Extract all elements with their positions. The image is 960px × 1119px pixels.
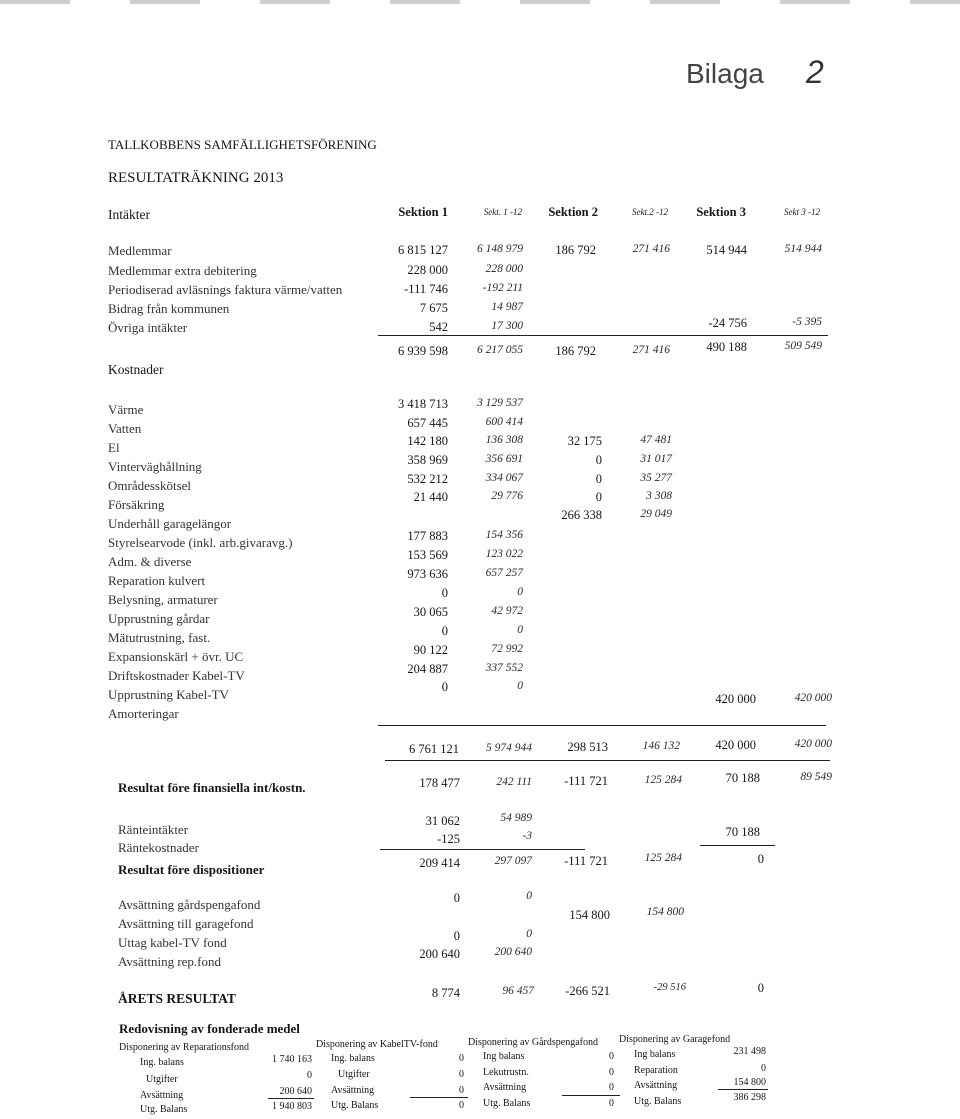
- cost-row-label: Driftskostnader Kabel-TV: [108, 668, 245, 683]
- fund-row-label: Avsättning: [140, 1090, 184, 1101]
- fund-row-value: 0: [307, 1070, 312, 1081]
- income-total-s1: 6 939 598: [398, 344, 448, 358]
- cost-total-s2-prev: 146 132: [642, 740, 680, 752]
- income-value-s1-prev: -192 211: [482, 282, 523, 294]
- income-row-label: Medlemmar extra debitering: [108, 263, 257, 278]
- interest-s3: 70 188: [725, 825, 760, 839]
- cost-row-label: Upprustning gårdar: [108, 611, 210, 626]
- fund-row-value: 0: [609, 1082, 614, 1093]
- cost-total-s2: 298 513: [567, 740, 608, 754]
- cost-row-label: Vinterväghållning: [108, 459, 202, 474]
- cost-value-s1-prev: 136 308: [485, 434, 523, 446]
- income-total-s3-prev: 509 549: [784, 340, 822, 352]
- col-header-sektion-1: Sektion 1: [398, 205, 448, 219]
- cost-value-s1: 153 569: [407, 548, 448, 562]
- fund-row-label: Utgifter: [338, 1069, 370, 1080]
- disposition-s1-prev: 200 640: [494, 946, 532, 958]
- income-value-s1: 7 675: [419, 301, 448, 315]
- cost-value-s1: 973 636: [407, 567, 448, 581]
- income-value-s1: 228 000: [407, 263, 448, 277]
- cost-value-s1-prev: 600 414: [485, 416, 523, 428]
- interest-cost-s1-prev: -3: [522, 830, 532, 842]
- fund-rule: [410, 1097, 468, 1098]
- cost-value-s1-prev: 0: [517, 624, 523, 636]
- year-result-s2: -266 521: [565, 984, 610, 998]
- income-value-s1-prev: 14 987: [491, 301, 523, 313]
- cost-value-s2-prev: 31 017: [640, 453, 672, 465]
- interest-income-label: Ränteintäkter: [118, 822, 189, 837]
- result-before-dispositions-s2: -111 721: [564, 854, 608, 868]
- cost-value-s1: 3 418 713: [398, 397, 448, 411]
- cost-value-s1: 0: [441, 586, 448, 600]
- interest-cost-label: Räntekostnader: [118, 840, 199, 855]
- cost-value-s1: 0: [441, 624, 448, 638]
- result-before-financial-s3: 70 188: [725, 771, 760, 785]
- disposition-s1: 0: [453, 929, 460, 943]
- fund-block-title: Disponering av Reparationsfond: [119, 1042, 249, 1053]
- cost-total-s1: 6 761 121: [409, 742, 459, 756]
- cost-value-s1-prev: 42 972: [491, 605, 523, 617]
- result-before-dispositions-label: Resultat före dispositioner: [118, 862, 265, 877]
- cost-value-s2-prev: 35 277: [640, 472, 672, 484]
- cost-value-s2: 32 175: [567, 434, 602, 448]
- cost-value-s1-prev: 337 552: [485, 662, 523, 674]
- disposition-label: Uttag kabel-TV fond: [118, 935, 227, 950]
- income-total-s2-prev: 271 416: [632, 344, 670, 356]
- interest-income-s1-prev: 54 989: [500, 812, 532, 824]
- income-value-s1: 6 815 127: [398, 243, 448, 257]
- cost-row-label: Mätutrustning, fast.: [108, 630, 211, 645]
- income-row-label: Periodiserad avläsnings faktura värme/vatten: [108, 282, 343, 297]
- cost-value-s2: 266 338: [561, 508, 602, 522]
- income-heading: Intäkter: [108, 207, 150, 222]
- cost-value-s1: 90 122: [413, 643, 448, 657]
- result-before-financial-s3-prev: 89 549: [800, 771, 832, 783]
- cost-value-s1: 204 887: [407, 662, 448, 676]
- cost-row-label: Upprustning Kabel-TV: [108, 687, 229, 702]
- cost-value-s1: 657 445: [407, 416, 448, 430]
- cost-value-s1: 0: [441, 680, 448, 694]
- income-total-s2: 186 792: [555, 344, 596, 358]
- result-before-financial-s2-prev: 125 284: [644, 774, 682, 786]
- fund-row-label: Ing. balans: [140, 1057, 184, 1068]
- cost-value-s3: 420 000: [715, 692, 756, 706]
- income-value-s3-prev: 514 944: [784, 243, 822, 255]
- cost-value-s1-prev: 3 129 537: [477, 397, 523, 409]
- cost-row-label: Reparation kulvert: [108, 573, 206, 588]
- cost-value-s1-prev: 334 067: [485, 472, 523, 484]
- disposition-s1: 200 640: [419, 947, 460, 961]
- fund-row-value: 386 298: [733, 1092, 766, 1103]
- fund-block-title: Disponering av KabelTV-fond: [316, 1039, 438, 1050]
- cost-value-s1: 177 883: [407, 529, 448, 543]
- fund-block-title: Disponering av Garagefond: [619, 1034, 731, 1045]
- fund-row-value: 1 740 163: [272, 1054, 312, 1065]
- cost-value-s2: 0: [595, 453, 602, 467]
- cost-row-label: Adm. & diverse: [108, 554, 192, 569]
- cost-value-s1: 142 180: [407, 434, 448, 448]
- income-total-s1-prev: 6 217 055: [477, 344, 523, 356]
- appendix-stamp-label: Bilaga: [686, 58, 764, 89]
- cost-value-s3-prev: 420 000: [794, 692, 832, 704]
- fund-row-value: 231 498: [733, 1046, 766, 1057]
- cost-value-s1-prev: 154 356: [485, 529, 523, 541]
- fund-rule: [718, 1089, 768, 1090]
- fund-row-label: Utg. Balans: [483, 1098, 531, 1109]
- disposition-s1: 0: [453, 891, 460, 905]
- income-value-s3-prev: -5 395: [792, 316, 822, 328]
- income-value-s1-prev: 228 000: [485, 263, 523, 275]
- fund-row-label: Utg. Balans: [331, 1100, 379, 1111]
- cost-value-s1-prev: 72 992: [491, 643, 523, 655]
- fund-row-label: Ing balans: [483, 1051, 525, 1062]
- result-before-dispositions-s2-prev: 125 284: [644, 852, 682, 864]
- organization-name: TALLKOBBENS SAMFÄLLIGHETSFÖRENING: [108, 137, 377, 152]
- income-row-label: Medlemmar: [108, 243, 172, 258]
- fund-row-value: 0: [609, 1098, 614, 1109]
- fund-row-value: 0: [459, 1100, 464, 1111]
- interest-income-s1: 31 062: [425, 814, 460, 828]
- cost-value-s1-prev: 123 022: [485, 548, 523, 560]
- result-before-financial-label: Resultat före finansiella int/kostn.: [118, 780, 306, 795]
- document-title: RESULTATRÄKNING 2013: [108, 170, 284, 186]
- col-header-sektion-3: Sektion 3: [696, 205, 746, 219]
- year-result-s1-prev: 96 457: [502, 985, 534, 997]
- fund-rule: [268, 1098, 314, 1099]
- col-header-sektion-2-prev: Sekt.2 -12: [632, 207, 668, 217]
- income-value-s3: -24 756: [708, 316, 747, 330]
- cost-row-label: Amorteringar: [108, 706, 179, 721]
- cost-value-s2: 0: [595, 490, 602, 504]
- result-before-financial-s1: 178 477: [419, 776, 460, 790]
- appendix-stamp-number: 2: [806, 54, 824, 90]
- interest-cost-s1: -125: [437, 832, 460, 846]
- result-before-financial-s2: -111 721: [564, 774, 608, 788]
- disposition-s2-prev: 154 800: [646, 906, 684, 918]
- fund-row-value: 154 800: [733, 1077, 766, 1088]
- fund-row-label: Avsättning: [331, 1085, 375, 1096]
- cost-value-s1-prev: 0: [517, 680, 523, 692]
- result-before-financial-s1-prev: 242 111: [496, 776, 532, 788]
- fund-rule: [562, 1095, 620, 1096]
- income-value-s1: -111 746: [404, 282, 448, 296]
- fund-row-label: Utgifter: [146, 1074, 178, 1085]
- fund-row-value: 0: [459, 1053, 464, 1064]
- cost-value-s1-prev: 0: [517, 586, 523, 598]
- cost-value-s2-prev: 29 049: [640, 508, 672, 520]
- fund-block-title: Disponering av Gårdspengafond: [468, 1037, 598, 1048]
- funds-title: Redovisning av fonderade medel: [119, 1021, 300, 1036]
- year-result-s3: 0: [757, 981, 764, 995]
- income-value-s3: 514 944: [706, 243, 747, 257]
- costs-heading: Kostnader: [108, 362, 164, 377]
- interest-rule-right: [700, 845, 775, 846]
- cost-value-s1-prev: 29 776: [491, 490, 523, 502]
- fund-row-value: 1 940 803: [272, 1101, 312, 1112]
- cost-total-s1-prev: 5 974 944: [486, 742, 532, 754]
- cost-value-s1-prev: 657 257: [485, 567, 523, 579]
- disposition-s2: 154 800: [569, 908, 610, 922]
- result-before-dispositions-s1-prev: 297 097: [494, 855, 532, 867]
- income-value-s1-prev: 6 148 979: [477, 243, 523, 255]
- cost-value-s1: 30 065: [413, 605, 448, 619]
- cost-row-label: Försäkring: [108, 497, 165, 512]
- costs-sum-rule: [378, 725, 826, 726]
- fund-row-value: 200 640: [279, 1086, 312, 1097]
- cost-value-s1: 532 212: [407, 472, 448, 486]
- col-header-sektion-1-prev: Sekt. 1 -12: [483, 207, 522, 217]
- income-value-s2-prev: 271 416: [632, 243, 670, 255]
- income-value-s1-prev: 17 300: [491, 320, 523, 332]
- fund-row-label: Ing. balans: [331, 1053, 375, 1064]
- fund-row-label: Utg. Balans: [634, 1096, 682, 1107]
- cost-row-label: Expansionskärl + övr. UC: [108, 649, 244, 664]
- disposition-label: Avsättning gårdspengafond: [118, 897, 261, 912]
- disposition-label: Avsättning rep.fond: [118, 954, 222, 969]
- fund-row-label: Reparation: [634, 1065, 678, 1076]
- result-before-dispositions-s3: 0: [757, 852, 764, 866]
- cost-row-label: Belysning, armaturer: [108, 592, 218, 607]
- col-header-sektion-2: Sektion 2: [548, 205, 598, 219]
- year-result-label: ÅRETS RESULTAT: [118, 991, 236, 1006]
- income-total-s3: 490 188: [706, 340, 747, 354]
- year-result-s2-prev: -29 516: [653, 982, 686, 993]
- disposition-s1-prev: 0: [526, 928, 532, 940]
- cost-value-s1: 358 969: [407, 453, 448, 467]
- fund-row-value: 0: [761, 1063, 766, 1074]
- disposition-label: Avsättning till garagefond: [118, 916, 254, 931]
- fund-row-label: Utg. Balans: [140, 1104, 188, 1115]
- cost-value-s2-prev: 3 308: [646, 490, 672, 502]
- cost-row-label: Underhåll garagelängor: [108, 516, 232, 531]
- fund-row-value: 0: [459, 1085, 464, 1096]
- cost-total-s3-prev: 420 000: [794, 738, 832, 750]
- income-value-s1: 542: [429, 320, 448, 334]
- fund-row-value: 0: [609, 1051, 614, 1062]
- cost-row-label: El: [108, 440, 120, 455]
- cost-value-s1-prev: 356 691: [485, 453, 523, 465]
- fund-row-label: Ing balans: [634, 1049, 676, 1060]
- cost-value-s1: 21 440: [413, 490, 448, 504]
- scan-edge-artifact: [0, 0, 960, 4]
- interest-rule-left: [380, 849, 585, 850]
- col-header-sektion-3-prev: Sekt 3 -12: [784, 207, 820, 217]
- cost-value-s2-prev: 47 481: [640, 434, 672, 446]
- cost-row-label: Styrelsearvode (inkl. arb.givaravg.): [108, 535, 293, 550]
- fund-row-label: Avsättning: [634, 1080, 678, 1091]
- fund-row-value: 0: [459, 1069, 464, 1080]
- income-row-label: Bidrag från kommunen: [108, 301, 230, 316]
- year-result-s1: 8 774: [431, 986, 460, 1000]
- disposition-s1-prev: 0: [526, 890, 532, 902]
- cost-value-s2: 0: [595, 472, 602, 486]
- fund-row-value: 0: [609, 1067, 614, 1078]
- cost-row-label: Vatten: [108, 421, 142, 436]
- fund-row-label: Lekutrustn.: [483, 1067, 529, 1078]
- result-before-dispositions-s1: 209 414: [419, 856, 460, 870]
- fund-row-label: Avsättning: [483, 1082, 527, 1093]
- cost-total-s3: 420 000: [715, 738, 756, 752]
- income-sum-rule: [378, 335, 828, 336]
- costs-total-rule: [385, 760, 830, 761]
- cost-row-label: Värme: [108, 402, 144, 417]
- income-row-label: Övriga intäkter: [108, 320, 188, 335]
- income-value-s2: 186 792: [555, 243, 596, 257]
- cost-row-label: Områdesskötsel: [108, 478, 192, 493]
